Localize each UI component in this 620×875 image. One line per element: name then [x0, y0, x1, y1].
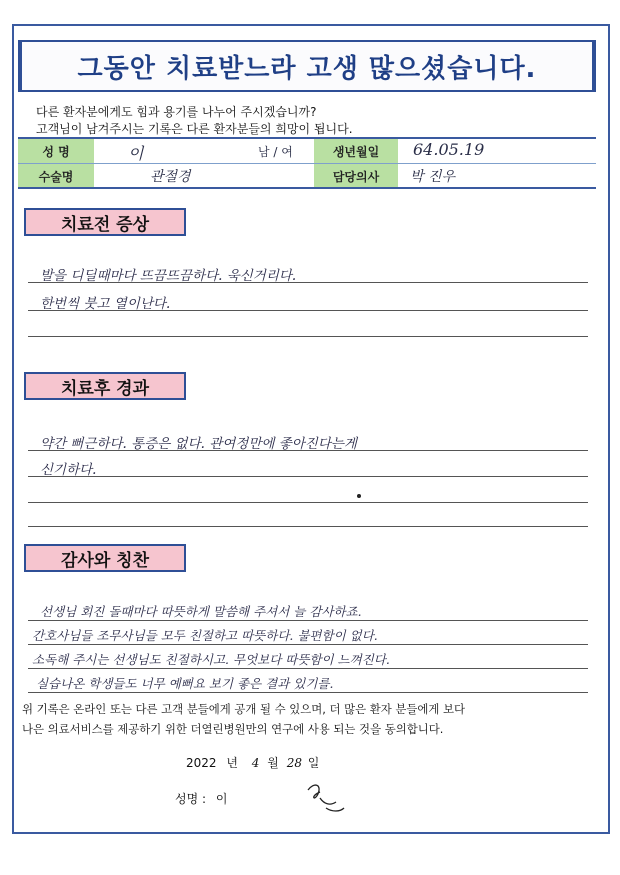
rule-line [28, 644, 588, 645]
rule-line [28, 692, 588, 693]
after-text-1: 약간 뻐근하다. 통증은 없다. 관여정만에 좋아진다는게 [40, 436, 357, 452]
date-day: 28 [286, 756, 302, 770]
before-lines [28, 252, 588, 342]
signature-mark [300, 778, 350, 818]
divider [18, 187, 596, 189]
after-section-title: 치료후 경과 [24, 372, 186, 400]
info-row [18, 163, 596, 188]
date-month-unit: 월 [267, 756, 279, 770]
rule-line [28, 620, 588, 621]
name-value: 이 [128, 144, 144, 163]
signature [175, 790, 227, 807]
thanks-text-2: 간호사님들 조무사님들 모두 친절하고 따뜻하다. 불편함이 없다. [32, 628, 378, 643]
thanks-text-4: 실습나온 학생들도 너무 예뻐요 보기 좋은 결과 있기를. [36, 676, 334, 691]
before-section-title: 치료전 증상 [24, 208, 186, 236]
ink-dot [357, 494, 361, 498]
thanks-section-title: 감사와 칭찬 [24, 544, 186, 572]
signature-name: 이 [215, 792, 228, 806]
surgery-value: 관절경 [150, 169, 191, 185]
date-month: 4 [251, 756, 260, 770]
date-year: 2022 [186, 756, 217, 770]
patient-info-table [18, 139, 596, 187]
before-text-2: 한번씩 붓고 열이난다. [40, 296, 171, 312]
thanks-text-1: 선생님 회진 돌때마다 따뜻하게 말씀해 주셔서 늘 감사하죠. [40, 604, 362, 619]
thanks-lines [28, 596, 588, 696]
page-title [18, 40, 596, 92]
birth-label: 생년월일 [314, 139, 398, 163]
after-lines [28, 418, 588, 528]
info-row [18, 139, 596, 163]
consent-line-2: 나은 의료서비스를 제공하기 위한 더열린병원만의 연구에 사용 되는 것을 동의합니다. [22, 722, 444, 736]
date-day-unit: 일 [307, 756, 320, 770]
rule-line [28, 526, 588, 527]
doctor-label: 담당의사 [314, 164, 398, 188]
date [186, 754, 319, 771]
birth-value: 64.05.19 [413, 140, 485, 159]
rule-line [28, 476, 588, 477]
after-text-2: 신기하다. [40, 462, 97, 478]
rule-line [28, 502, 588, 503]
intro-line-2: 고객님이 남겨주시는 기록은 다른 환자분들의 희망이 됩니다. [36, 122, 353, 136]
date-year-unit: 년 [226, 756, 238, 770]
intro-line-1: 다른 환자분에게도 힘과 용기를 나누어 주시겠습니까? [36, 105, 317, 119]
doctor-value: 박 진우 [410, 169, 456, 185]
surgery-label: 수술명 [18, 164, 94, 188]
name-label: 성 명 [18, 139, 94, 163]
page-title-text: 그동안 치료받느라 고생 많으셨습니다. [77, 53, 537, 84]
rule-line [28, 336, 588, 337]
signature-label: 성명 : [175, 792, 207, 806]
consent-line-1: 위 기록은 온라인 또는 다른 고객 분들에게 공개 될 수 있으며, 더 많은 환자 분들에게 보다 [22, 702, 466, 716]
before-text-1: 발을 디딜때마다 뜨끔뜨끔하다. 욱신거리다. [40, 268, 297, 284]
thanks-text-3: 소독해 주시는 선생님도 친절하시고. 무엇보다 따뜻함이 느껴진다. [32, 652, 390, 667]
rule-line [28, 668, 588, 669]
gender-value: 남 / 여 [258, 145, 293, 159]
